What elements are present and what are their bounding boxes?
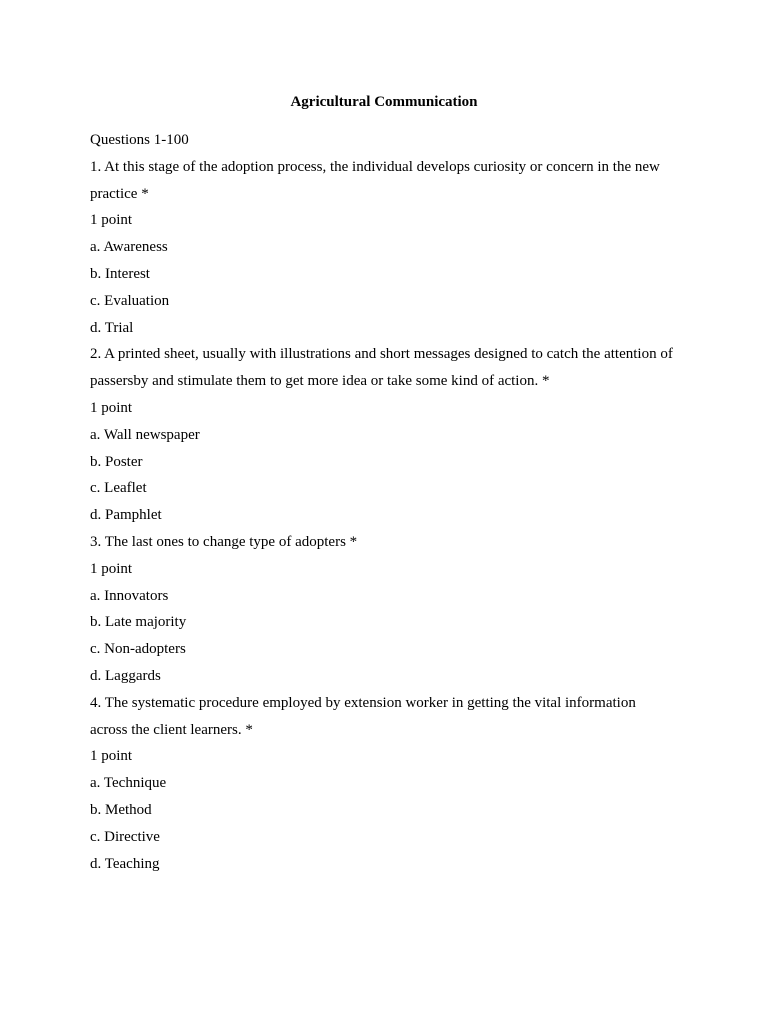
question-prompt: 3. The last ones to change type of adopters * xyxy=(90,533,358,550)
question-points: 1 point xyxy=(90,212,133,229)
answer-option: c. Directive xyxy=(90,828,160,845)
question-block xyxy=(90,154,690,342)
answer-option: d. Teaching xyxy=(90,855,160,872)
question-prompt-continued: practice * xyxy=(90,185,149,202)
answer-option: b. Interest xyxy=(90,265,150,282)
question-prompt: 2. A printed sheet, usually with illustrations and short messages designed to catch the attention of xyxy=(90,346,673,363)
question-prompt: 4. The systematic procedure employed by extension worker in getting the vital information xyxy=(90,694,636,711)
answer-option: d. Trial xyxy=(90,319,134,336)
question-block xyxy=(90,341,690,529)
answer-option: d. Laggards xyxy=(90,667,161,684)
answer-option: a. Innovators xyxy=(90,587,169,604)
answer-option: a. Wall newspaper xyxy=(90,426,200,443)
question-points: 1 point xyxy=(90,748,133,765)
answer-option: a. Technique xyxy=(90,775,167,792)
answer-option: c. Non-adopters xyxy=(90,641,186,658)
question-block xyxy=(90,529,690,690)
answer-option: b. Method xyxy=(90,801,152,818)
question-block xyxy=(90,690,690,878)
question-prompt-continued: passersby and stimulate them to get more idea or take some kind of action. * xyxy=(90,373,550,390)
answer-option: d. Pamphlet xyxy=(90,507,162,524)
answer-option: a. Awareness xyxy=(90,239,168,256)
questions-range-heading: Questions 1-100 xyxy=(90,132,189,148)
document-title: Agricultural Communication xyxy=(290,94,478,110)
answer-option: b. Poster xyxy=(90,453,143,470)
question-points: 1 point xyxy=(90,560,133,577)
answer-option: c. Evaluation xyxy=(90,292,170,309)
question-points: 1 point xyxy=(90,399,133,416)
question-prompt: 1. At this stage of the adoption process, the individual develops curiosity or concern in the new xyxy=(90,158,660,175)
document-body xyxy=(90,127,690,877)
question-prompt-continued: across the client learners. * xyxy=(90,721,253,738)
answer-option: c. Leaflet xyxy=(90,480,147,497)
answer-option: b. Late majority xyxy=(90,614,187,631)
